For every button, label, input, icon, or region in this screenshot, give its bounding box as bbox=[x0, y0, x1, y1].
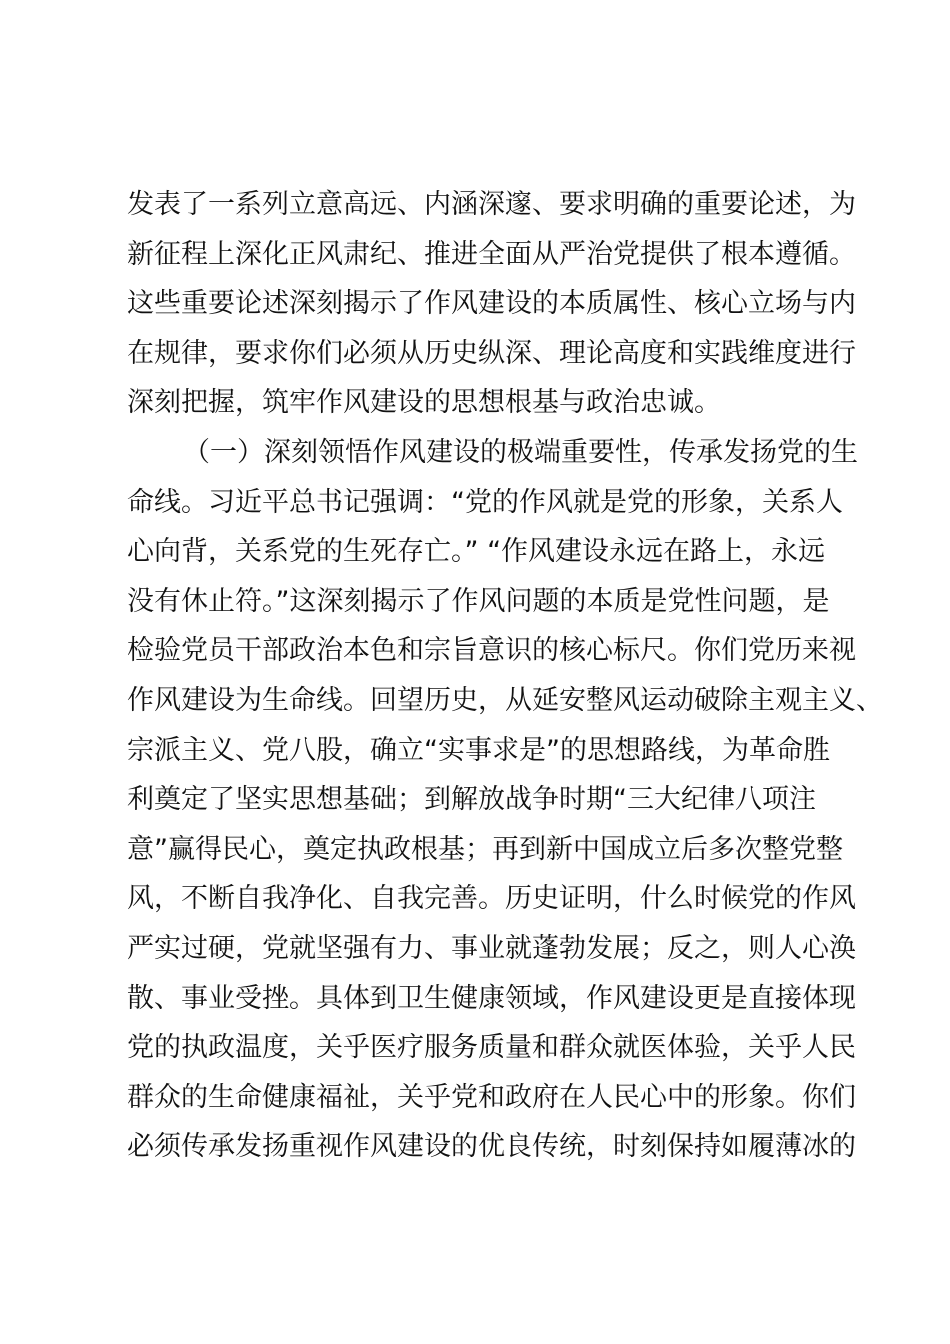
text-line-10: 检验党员干部政治本色和宗旨意识的核心标尺。你们党历来视 bbox=[127, 635, 856, 667]
text-line-7: 命线。习近平总书记强调：“党的作风就是党的形象，关系人 bbox=[127, 486, 843, 518]
text-line-4: 在规律，要求你们必须从历史纵深、理论高度和实践维度进行 bbox=[127, 337, 856, 369]
text-line-5: 深刻把握，筑牢作风建设的思想根基与政治忠诚。 bbox=[127, 387, 721, 419]
text-line-8: 心向背，关系党的生死存亡。” “作风建设永远在路上，永远 bbox=[127, 536, 826, 568]
text-line-13: 利奠定了坚实思想基础；到解放战争时期“三大纪律八项注 bbox=[127, 784, 816, 816]
text-line-20: 必须传承发扬重视作风建设的优良传统，时刻保持如履薄冰的 bbox=[127, 1131, 856, 1163]
text-line-19: 群众的生命健康福祉，关乎党和政府在人民心中的形象。你们 bbox=[127, 1081, 856, 1113]
section-heading-line: （一）深刻领悟作风建设的极端重要性，传承发扬党的生 bbox=[183, 436, 858, 468]
text-line-1: 发表了一系列立意高远、内涵深邃、要求明确的重要论述，为 bbox=[127, 189, 856, 220]
text-line-15: 风，不断自我净化、自我完善。历史证明，什么时候党的作风 bbox=[127, 883, 856, 915]
text-line-9: 没有休止符。”这深刻揭示了作风问题的本质是党性问题，是 bbox=[127, 585, 830, 617]
text-line-14: 意”赢得民心，奠定执政根基；再到新中国成立后多次整党整 bbox=[127, 833, 843, 865]
text-line-2: 新征程上深化正风肃纪、推进全面从严治党提供了根本遵循。 bbox=[127, 238, 856, 270]
text-line-18: 党的执政温度，关乎医疗服务质量和群众就医体验，关乎人民 bbox=[127, 1032, 856, 1064]
text-line-17: 散、事业受挫。具体到卫生健康领域，作风建设更是直接体现 bbox=[127, 982, 856, 1014]
text-line-16: 严实过硬，党就坚强有力、事业就蓬勃发展；反之，则人心涣 bbox=[127, 932, 856, 964]
text-line-12: 宗派主义、党八股，确立“实事求是”的思想路线，为革命胜 bbox=[127, 734, 830, 766]
body-text bbox=[127, 180, 883, 1172]
text-line-3: 这些重要论述深刻揭示了作风建设的本质属性、核心立场与内 bbox=[127, 288, 856, 320]
text-line-11: 作风建设为生命线。回望历史，从延安整风运动破除主观主义、 bbox=[127, 684, 883, 716]
